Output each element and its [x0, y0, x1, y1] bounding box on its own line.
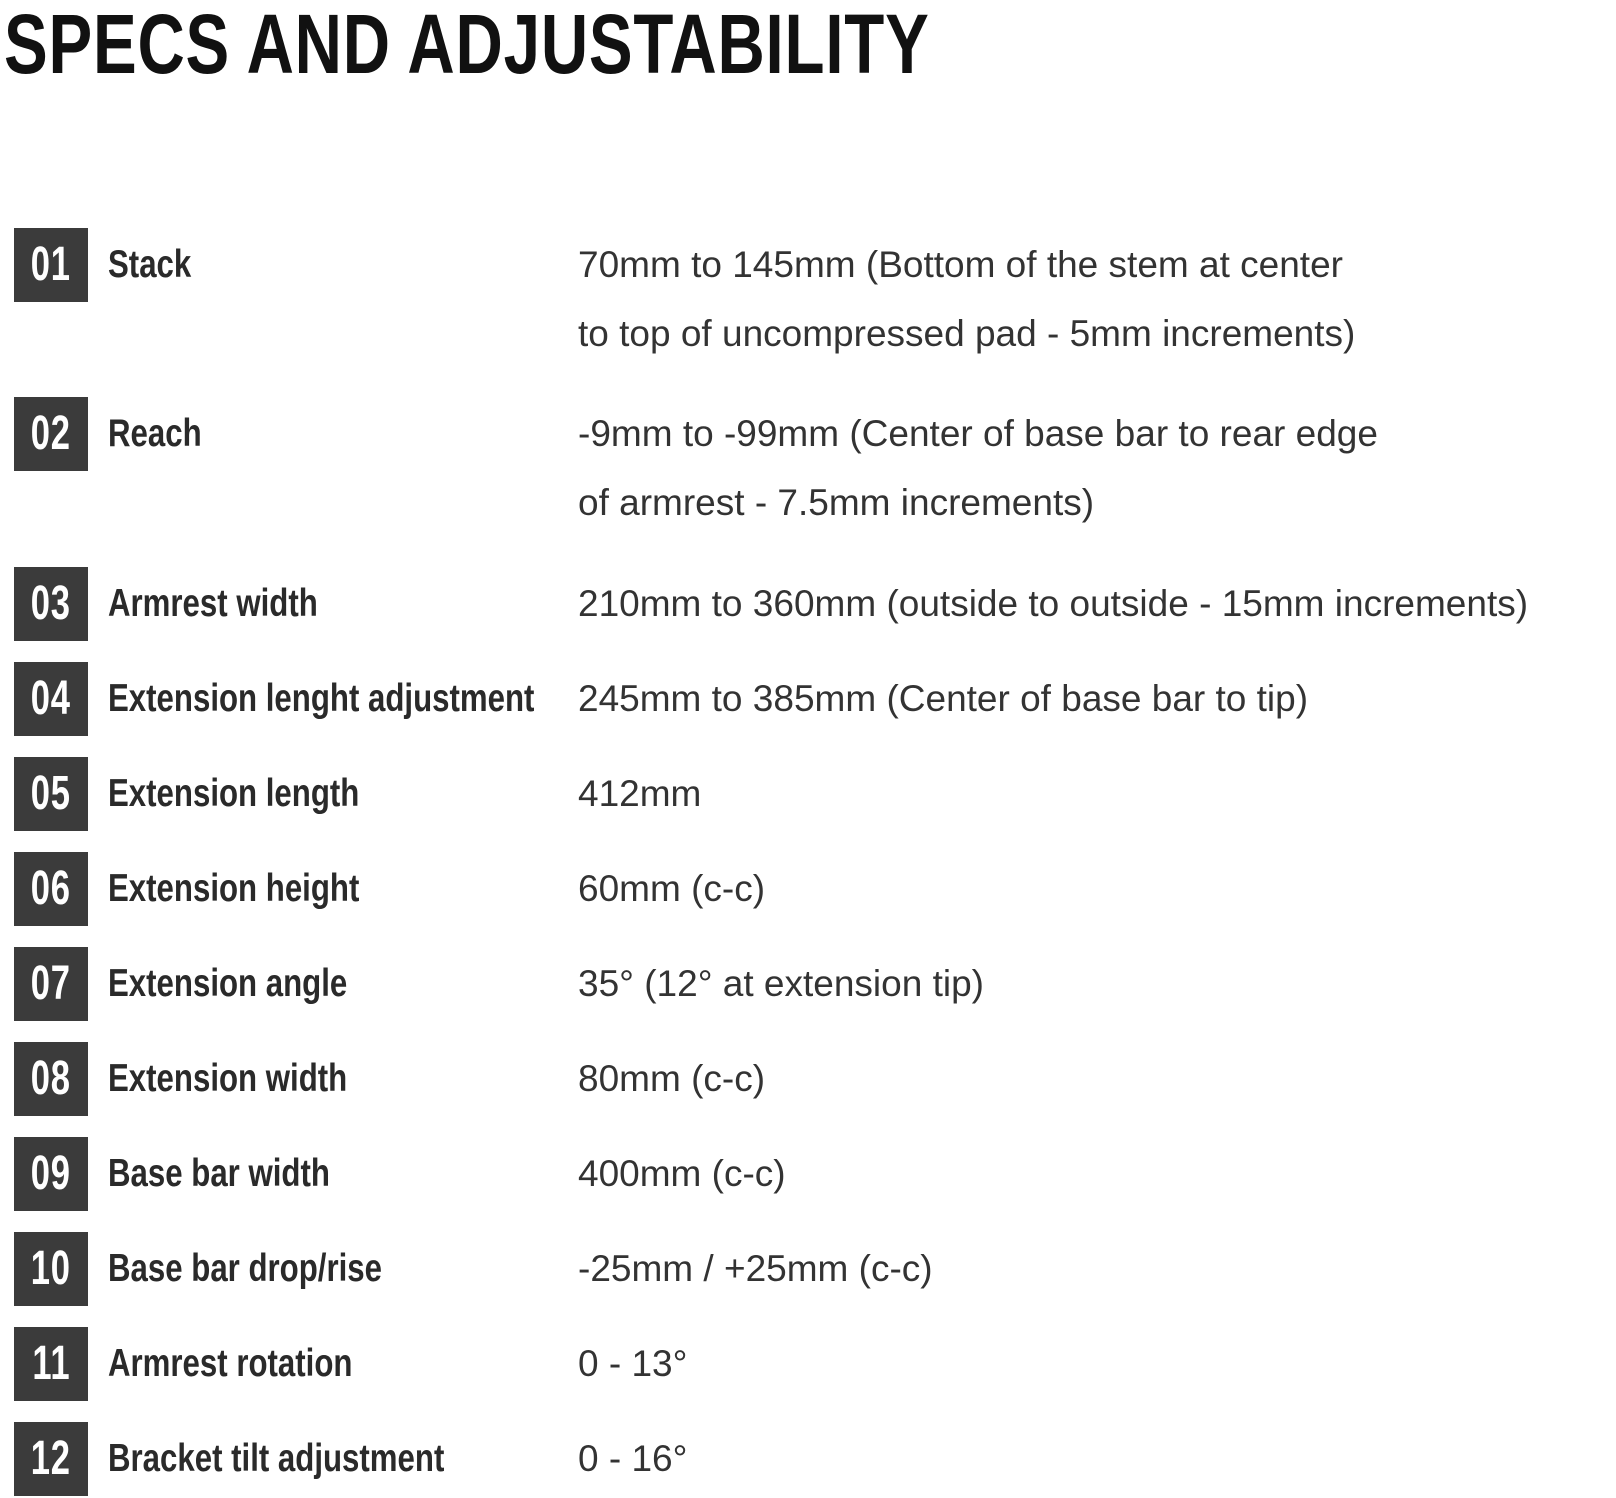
- spec-label: Bracket tilt adjustment: [108, 1437, 445, 1480]
- spec-value: [578, 1232, 1608, 1302]
- spec-label: Extension height: [108, 867, 360, 910]
- spec-value-line: -9mm to -99mm (Center of base bar to rear edge: [578, 413, 1378, 454]
- spec-number-badge: [14, 1042, 88, 1116]
- spec-number-badge: [14, 1327, 88, 1401]
- spec-number-badge: [14, 852, 88, 926]
- spec-label: Base bar drop/rise: [108, 1247, 382, 1290]
- spec-number: 11: [32, 1337, 70, 1390]
- spec-number-badge: [14, 757, 88, 831]
- spec-label: Extension length: [108, 772, 360, 815]
- spec-value: [578, 1422, 1608, 1492]
- spec-label: Armrest rotation: [108, 1342, 353, 1385]
- spec-value: [578, 947, 1608, 1017]
- spec-label: Stack: [108, 243, 192, 286]
- spec-value-line: of armrest - 7.5mm increments): [578, 482, 1095, 523]
- spec-value: [578, 1327, 1608, 1397]
- spec-value-line: 60mm (c-c): [578, 868, 766, 909]
- spec-number: 10: [31, 1242, 71, 1295]
- spec-value-line: 245mm to 385mm (Center of base bar to tip): [578, 678, 1309, 719]
- spec-value-line: 35° (12° at extension tip): [578, 963, 984, 1004]
- spec-value-line: 80mm (c-c): [578, 1058, 766, 1099]
- spec-number-badge: [14, 1422, 88, 1496]
- spec-number: 01: [31, 238, 71, 291]
- spec-number-badge: [14, 228, 88, 302]
- spec-number-badge: [14, 397, 88, 471]
- spec-label: Base bar width: [108, 1152, 330, 1195]
- spec-label: Armrest width: [108, 582, 318, 625]
- spec-value: [578, 228, 1608, 370]
- spec-value-line: 0 - 16°: [578, 1438, 688, 1479]
- spec-number-badge: [14, 567, 88, 641]
- spec-value: [578, 397, 1608, 539]
- spec-label: Reach: [108, 412, 202, 455]
- spec-number: 09: [31, 1147, 71, 1200]
- spec-value: [578, 1042, 1608, 1112]
- spec-number: 07: [31, 957, 71, 1010]
- spec-value: [578, 567, 1608, 637]
- spec-number: 03: [31, 577, 71, 630]
- spec-number: 05: [31, 767, 71, 820]
- spec-value-line: 70mm to 145mm (Bottom of the stem at center: [578, 244, 1343, 285]
- spec-number: 04: [31, 672, 71, 725]
- spec-number-badge: [14, 662, 88, 736]
- spec-value: [578, 662, 1608, 732]
- spec-value: [578, 757, 1608, 827]
- spec-number-badge: [14, 1232, 88, 1306]
- spec-number: 06: [31, 862, 71, 915]
- spec-number: 12: [31, 1432, 71, 1485]
- spec-value: [578, 852, 1608, 922]
- spec-value-line: to top of uncompressed pad - 5mm increments): [578, 313, 1356, 354]
- spec-number-badge: [14, 947, 88, 1021]
- spec-number: 08: [31, 1052, 71, 1105]
- page-title: SPECS AND ADJUSTABILITY: [4, 0, 930, 91]
- spec-value-line: -25mm / +25mm (c-c): [578, 1248, 933, 1289]
- spec-value-line: 400mm (c-c): [578, 1153, 786, 1194]
- spec-value: [578, 1137, 1608, 1207]
- spec-label: Extension width: [108, 1057, 348, 1100]
- spec-label: Extension lenght adjustment: [108, 677, 535, 720]
- spec-value-line: 412mm: [578, 773, 702, 814]
- spec-label: Extension angle: [108, 962, 348, 1005]
- spec-number-badge: [14, 1137, 88, 1211]
- spec-number: 02: [31, 407, 71, 460]
- spec-value-line: 210mm to 360mm (outside to outside - 15mm increments): [578, 583, 1529, 624]
- spec-value-line: 0 - 13°: [578, 1343, 688, 1384]
